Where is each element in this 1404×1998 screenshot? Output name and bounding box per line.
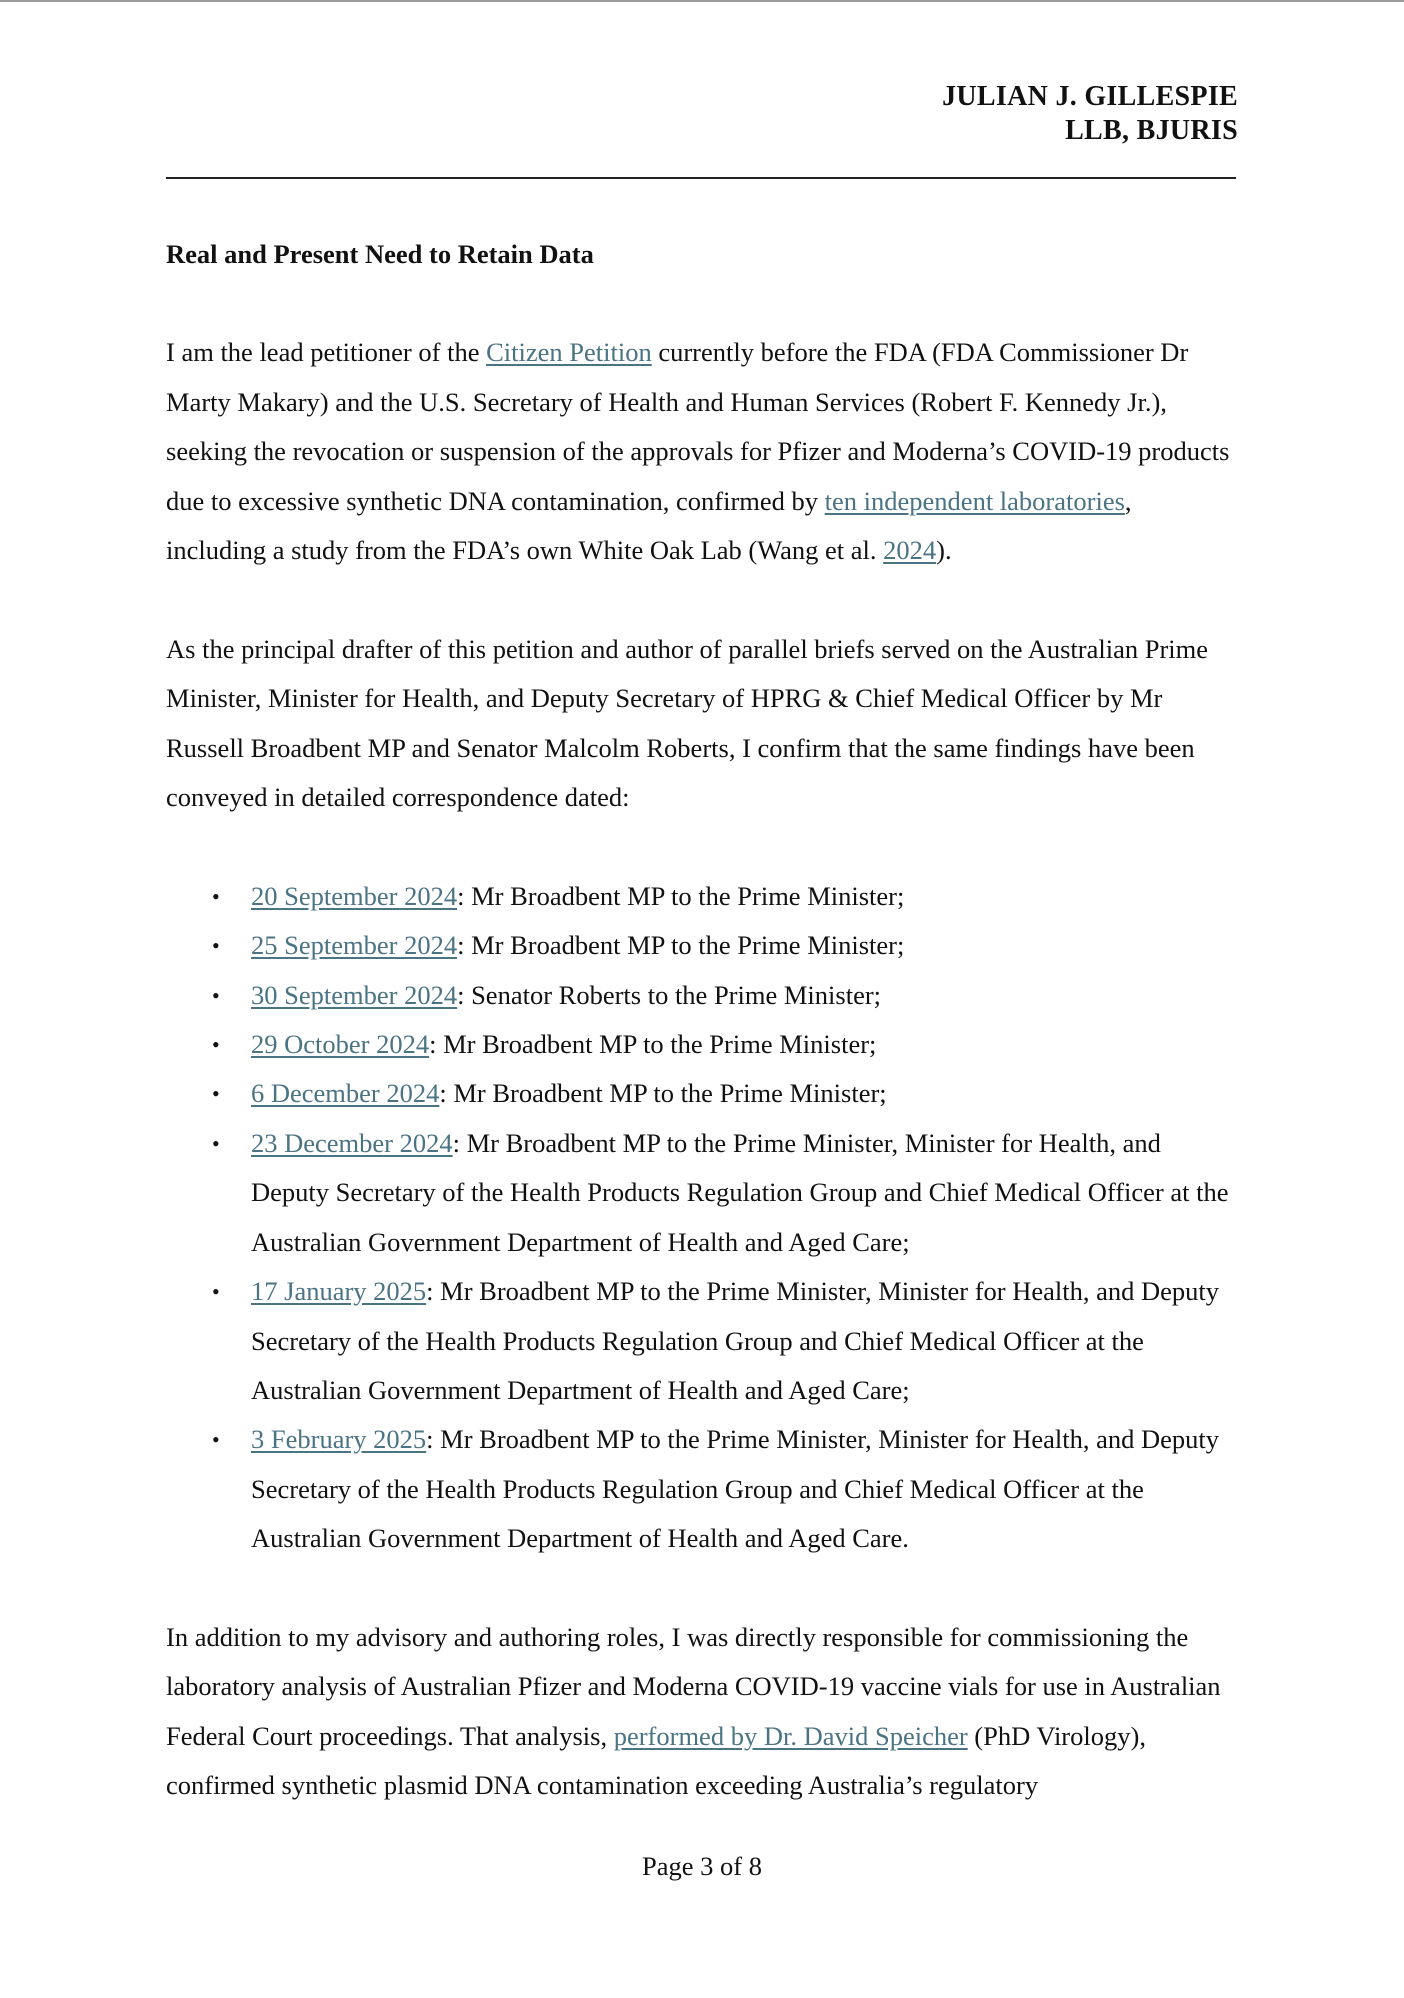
page-body <box>166 230 1238 1860</box>
letterhead-divider <box>166 177 1236 179</box>
correspondence-description: : Mr Broadbent MP to the Prime Minister; <box>457 880 905 911</box>
bullet-icon: • <box>212 1279 220 1305</box>
correspondence-list <box>166 872 1238 1564</box>
correspondence-description: : Senator Roberts to the Prime Minister; <box>457 979 882 1010</box>
list-item <box>166 1415 1238 1563</box>
bullet-icon: • <box>212 1032 220 1058</box>
paragraph-text: currently before the FDA (FDA Commissioner Dr Marty Makary) and the U.S. Secretary of Health and Human Services (Robert F. Kennedy Jr.), seeking the revocation or suspension of the approvals for Pfizer and Moderna’s COVID-19 products due to excessive synthetic DNA contamination, confirmed by <box>166 337 1230 516</box>
page-top-border <box>0 0 1404 2</box>
bullet-icon: • <box>212 1081 220 1107</box>
correspondence-date-link[interactable]: 20 September 2024 <box>251 880 458 911</box>
ten-independent-laboratories-link[interactable]: ten independent laboratories <box>824 485 1125 516</box>
paragraph-text: , including a study from the FDA’s own White Oak Lab (Wang et al. <box>166 485 1132 566</box>
correspondence-date-link[interactable]: 29 October 2024 <box>251 1029 430 1060</box>
author-name: JULIAN J. GILLESPIE <box>942 81 1238 112</box>
correspondence-date-link[interactable]: 3 February 2025 <box>251 1424 427 1455</box>
correspondence-date-link[interactable]: 6 December 2024 <box>251 1078 440 1109</box>
paragraph-text: ). <box>936 535 952 566</box>
list-item <box>166 1020 1238 1069</box>
correspondence-description: : Mr Broadbent MP to the Prime Minister, Minister for Health, and Deputy Secretary of the Health Products Regulation Group and Chief Medical Officer at the Australian Government Department of Health and Aged Care; <box>251 1127 1229 1257</box>
paragraph-text: I am the lead petitioner of the <box>166 337 487 368</box>
list-item <box>166 921 1238 970</box>
correspondence-description: : Mr Broadbent MP to the Prime Minister, Minister for Health, and Deputy Secretary of the Health Products Regulation Group and Chief Medical Officer at the Australian Government Department of Health and Aged Care; <box>251 1276 1220 1405</box>
correspondence-description: : Mr Broadbent MP to the Prime Minister, Minister for Health, and Deputy Secretary of the Health Products Regulation Group and Chief Medical Officer at the Australian Government Department of Health and Aged Care. <box>251 1424 1220 1554</box>
bullet-icon: • <box>212 1427 220 1453</box>
paragraph-petition <box>166 328 1238 575</box>
correspondence-description: : Mr Broadbent MP to the Prime Minister; <box>429 1029 877 1060</box>
list-item <box>166 1267 1238 1415</box>
bullet-icon: • <box>212 933 220 959</box>
bullet-icon: • <box>212 1130 220 1156</box>
paragraph-drafter: As the principal drafter of this petition and author of parallel briefs served on the Australian Prime Minister, Minister for Health, and Deputy Secretary of HPRG & Chief Medical Officer by Mr Russell Broadbent MP and Senator Malcolm Roberts, I confirm that the same findings have been conveyed in detailed correspondence dated: <box>166 633 1209 813</box>
author-credentials: LLB, BJURIS <box>1065 115 1238 146</box>
correspondence-description: : Mr Broadbent MP to the Prime Minister; <box>439 1078 887 1109</box>
correspondence-date-link[interactable]: 25 September 2024 <box>251 930 458 961</box>
list-item <box>166 1069 1238 1118</box>
speicher-analysis-link[interactable]: performed by Dr. David Speicher <box>613 1720 968 1751</box>
letterhead <box>942 80 1238 148</box>
bullet-icon: • <box>212 982 220 1008</box>
paragraph-text: In addition to my advisory and authoring roles, I was directly responsible for commissioning the laboratory analysis of Australian Pfizer and Moderna COVID-19 vaccine vials for use in Australian Federal Court proceedings. That analysis, <box>166 1621 1221 1751</box>
page-number: Page 3 of 8 <box>642 1851 762 1881</box>
correspondence-date-link[interactable]: 30 September 2024 <box>251 979 458 1010</box>
wang-2024-link[interactable]: 2024 <box>883 535 937 566</box>
paragraph-text: (PhD Virology), confirmed synthetic plasmid DNA contamination exceeding Australia’s regulatory <box>166 1720 1146 1801</box>
paragraph-lab-analysis <box>166 1613 1238 1811</box>
list-item <box>166 872 1238 921</box>
correspondence-description: : Mr Broadbent MP to the Prime Minister; <box>457 930 905 961</box>
correspondence-date-link[interactable]: 23 December 2024 <box>251 1127 453 1158</box>
citizen-petition-link[interactable]: Citizen Petition <box>486 337 652 368</box>
list-item <box>166 971 1238 1020</box>
correspondence-date-link[interactable]: 17 January 2025 <box>251 1276 427 1307</box>
list-item <box>166 1119 1238 1267</box>
bullet-icon: • <box>212 883 220 909</box>
section-title: Real and Present Need to Retain Data <box>166 239 594 269</box>
